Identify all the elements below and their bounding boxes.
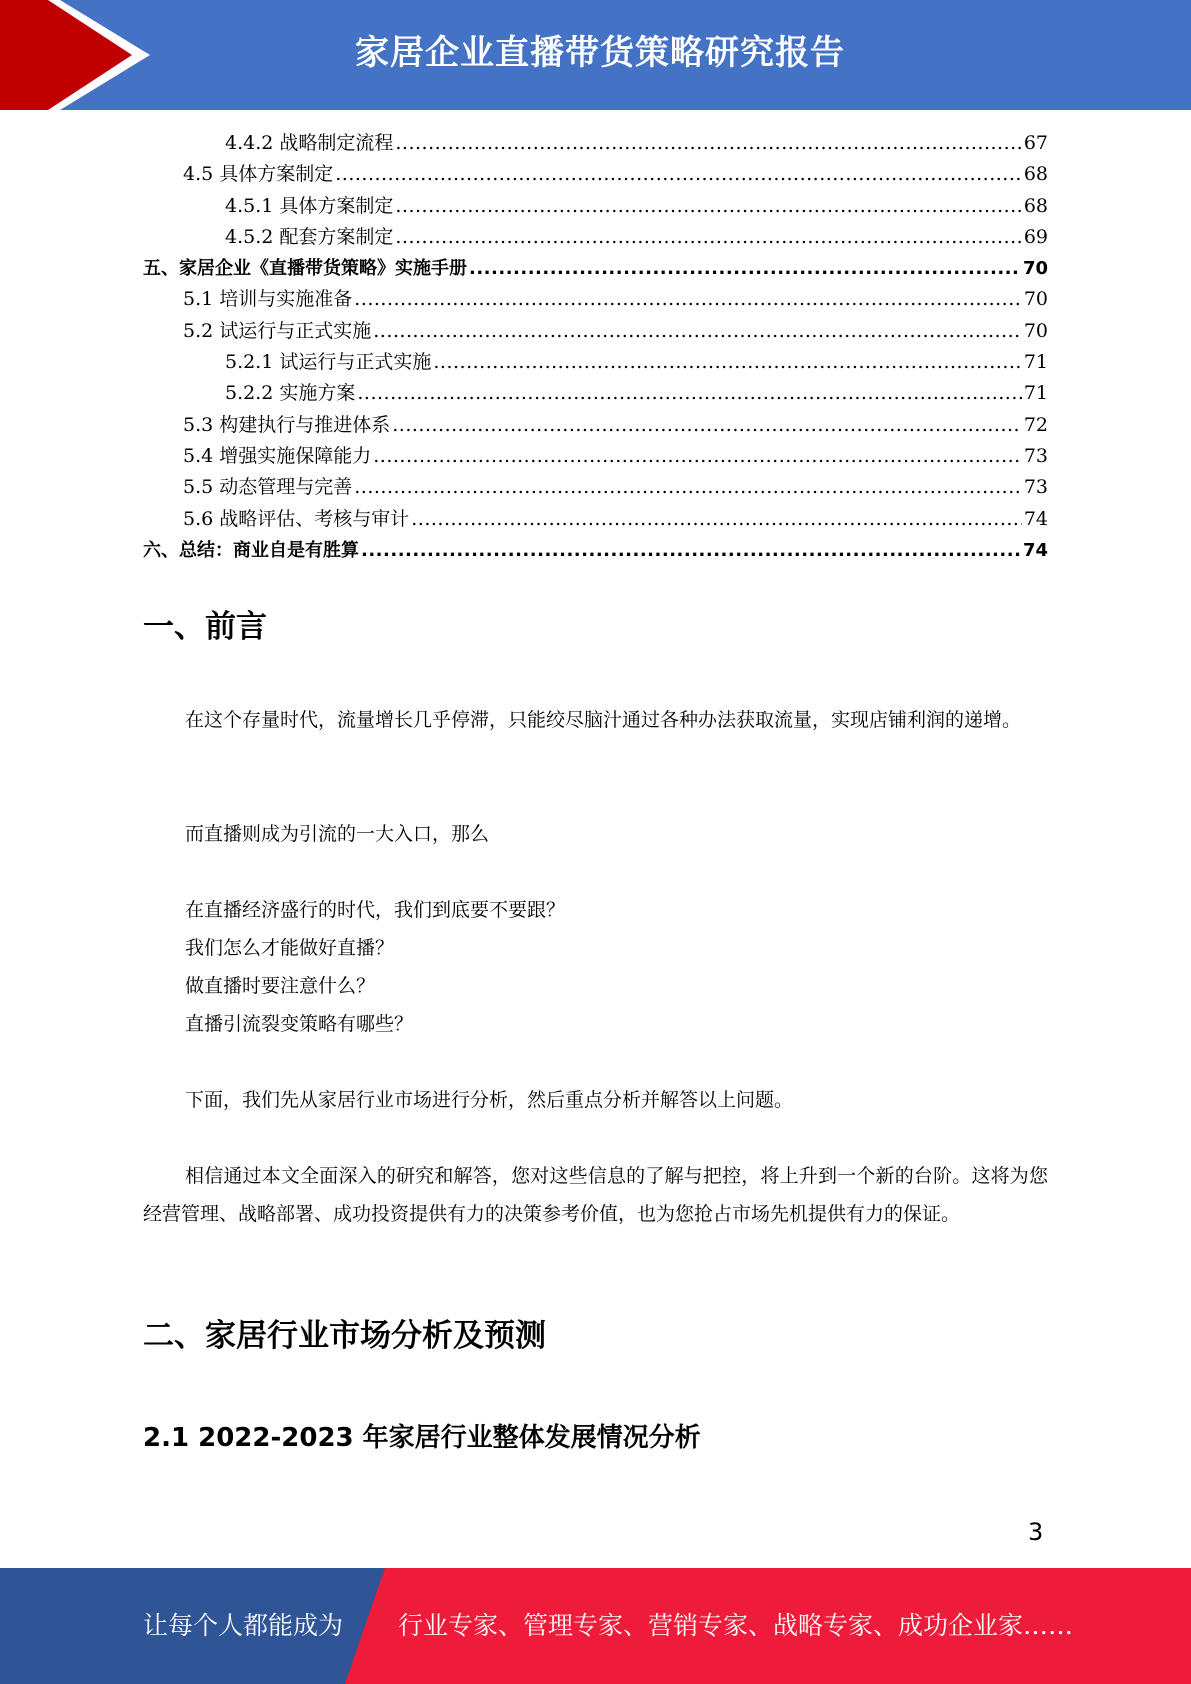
toc-entry[interactable] bbox=[143, 410, 1048, 441]
toc-entry-page: 71 bbox=[1023, 351, 1048, 374]
toc-dot-leader bbox=[373, 441, 1022, 472]
toc-entry-label: 5.6 战略评估、考核与审计 bbox=[183, 507, 410, 530]
toc-entry-label: 五、家居企业《直播带货策略》实施手册 bbox=[143, 258, 467, 280]
footer-slogan-left: 让每个人都能成为 bbox=[143, 1611, 344, 1640]
table-of-contents bbox=[143, 128, 1048, 566]
toc-entry-page: 67 bbox=[1023, 132, 1048, 154]
toc-dot-leader bbox=[433, 347, 1021, 378]
toc-entry-page: 68 bbox=[1023, 163, 1048, 186]
toc-dot-leader bbox=[395, 191, 1021, 222]
toc-entry-label: 5.2.1 试运行与正式实施 bbox=[225, 351, 432, 374]
toc-entry-page: 68 bbox=[1023, 194, 1048, 217]
toc-entry[interactable] bbox=[143, 253, 1048, 284]
toc-entry[interactable] bbox=[143, 441, 1048, 472]
toc-entry[interactable] bbox=[143, 128, 1048, 159]
toc-entry-page: 72 bbox=[1023, 413, 1048, 436]
toc-entry[interactable] bbox=[143, 535, 1048, 566]
toc-dot-leader bbox=[361, 535, 1021, 566]
toc-entry[interactable] bbox=[143, 347, 1048, 378]
toc-entry-label: 4.5 具体方案制定 bbox=[183, 163, 334, 186]
question-3: 做直播时要注意什么？ bbox=[185, 975, 376, 997]
toc-entry-page: 73 bbox=[1023, 476, 1048, 499]
toc-entry[interactable] bbox=[143, 284, 1048, 315]
toc-entry-label: 5.4 增强实施保障能力 bbox=[183, 444, 372, 467]
subsection-heading-2-1: 2.1 2022-2023 年家居行业整体发展情况分析 bbox=[143, 1423, 701, 1453]
toc-dot-leader bbox=[373, 316, 1022, 347]
toc-dot-leader bbox=[354, 284, 1022, 315]
toc-entry-label: 4.4.2 战略制定流程 bbox=[225, 132, 394, 154]
toc-dot-leader bbox=[411, 504, 1022, 535]
toc-entry-page: 70 bbox=[1023, 319, 1048, 342]
toc-entry[interactable] bbox=[143, 378, 1048, 409]
toc-entry[interactable] bbox=[143, 222, 1048, 253]
toc-entry-page: 70 bbox=[1023, 288, 1048, 311]
section-heading-preface: 一、前言 bbox=[143, 609, 267, 645]
toc-entry-label: 5.1 培训与实施准备 bbox=[183, 288, 353, 311]
page-number: 3 bbox=[1028, 1518, 1044, 1546]
question-4: 直播引流裂变策略有哪些？ bbox=[185, 1013, 414, 1035]
toc-entry[interactable] bbox=[143, 316, 1048, 347]
toc-entry-label: 六、总结：商业自是有胜算 bbox=[143, 539, 359, 561]
toc-entry-page: 69 bbox=[1023, 225, 1048, 248]
paragraph-analysis-plan: 下面，我们先从家居行业市场进行分析，然后重点分析并解答以上问题。 bbox=[185, 1089, 794, 1111]
question-2: 我们怎么才能做好直播？ bbox=[185, 937, 395, 959]
paragraph-conclusion: 相信通过本文全面深入的研究和解答，您对这些信息的了解与把控，将上升到一个新的台阶。这将为您经营管理、战略部署、成功投资提供有力的决策参考价值，也为您抢占市场先机提供有力的保证。 bbox=[143, 1165, 1048, 1225]
toc-entry-label: 5.2 试运行与正式实施 bbox=[183, 319, 372, 342]
section-heading-market-analysis: 二、家居行业市场分析及预测 bbox=[143, 1318, 546, 1354]
toc-entry[interactable] bbox=[143, 472, 1048, 503]
toc-entry-page: 70 bbox=[1022, 258, 1048, 280]
toc-entry-page: 74 bbox=[1022, 539, 1048, 561]
toc-entry-page: 73 bbox=[1023, 444, 1048, 467]
question-1: 在直播经济盛行的时代，我们到底要不要跟？ bbox=[185, 899, 566, 921]
toc-dot-leader bbox=[395, 128, 1021, 159]
toc-entry-label: 4.5.1 具体方案制定 bbox=[225, 194, 394, 217]
toc-entry-label: 5.5 动态管理与完善 bbox=[183, 476, 353, 499]
toc-entry-label: 5.3 构建执行与推进体系 bbox=[183, 413, 391, 436]
toc-entry[interactable] bbox=[143, 159, 1048, 190]
report-title: 家居企业直播带货策略研究报告 bbox=[355, 33, 845, 73]
toc-entry-label: 4.5.2 配套方案制定 bbox=[225, 225, 394, 248]
toc-entry-page: 74 bbox=[1023, 507, 1048, 530]
toc-dot-leader bbox=[469, 253, 1021, 284]
toc-dot-leader bbox=[392, 410, 1022, 441]
toc-dot-leader bbox=[395, 222, 1021, 253]
header-banner bbox=[0, 0, 1191, 110]
paragraph-intro: 在这个存量时代，流量增长几乎停滞，只能绞尽脑汁通过各种办法获取流量，实现店铺利润的递增。 bbox=[185, 709, 1022, 731]
toc-dot-leader bbox=[354, 472, 1022, 503]
toc-entry[interactable] bbox=[143, 504, 1048, 535]
paragraph-live-entry: 而直播则成为引流的一大入口，那么 bbox=[185, 823, 490, 845]
footer-slogan-right: 行业专家、管理专家、营销专家、战略专家、成功企业家…… bbox=[398, 1611, 1074, 1640]
toc-dot-leader bbox=[357, 378, 1021, 409]
footer-banner bbox=[0, 1568, 1191, 1684]
toc-dot-leader bbox=[335, 159, 1022, 190]
toc-entry-label: 5.2.2 实施方案 bbox=[225, 382, 356, 405]
toc-entry-page: 71 bbox=[1023, 382, 1048, 405]
toc-entry[interactable] bbox=[143, 191, 1048, 222]
